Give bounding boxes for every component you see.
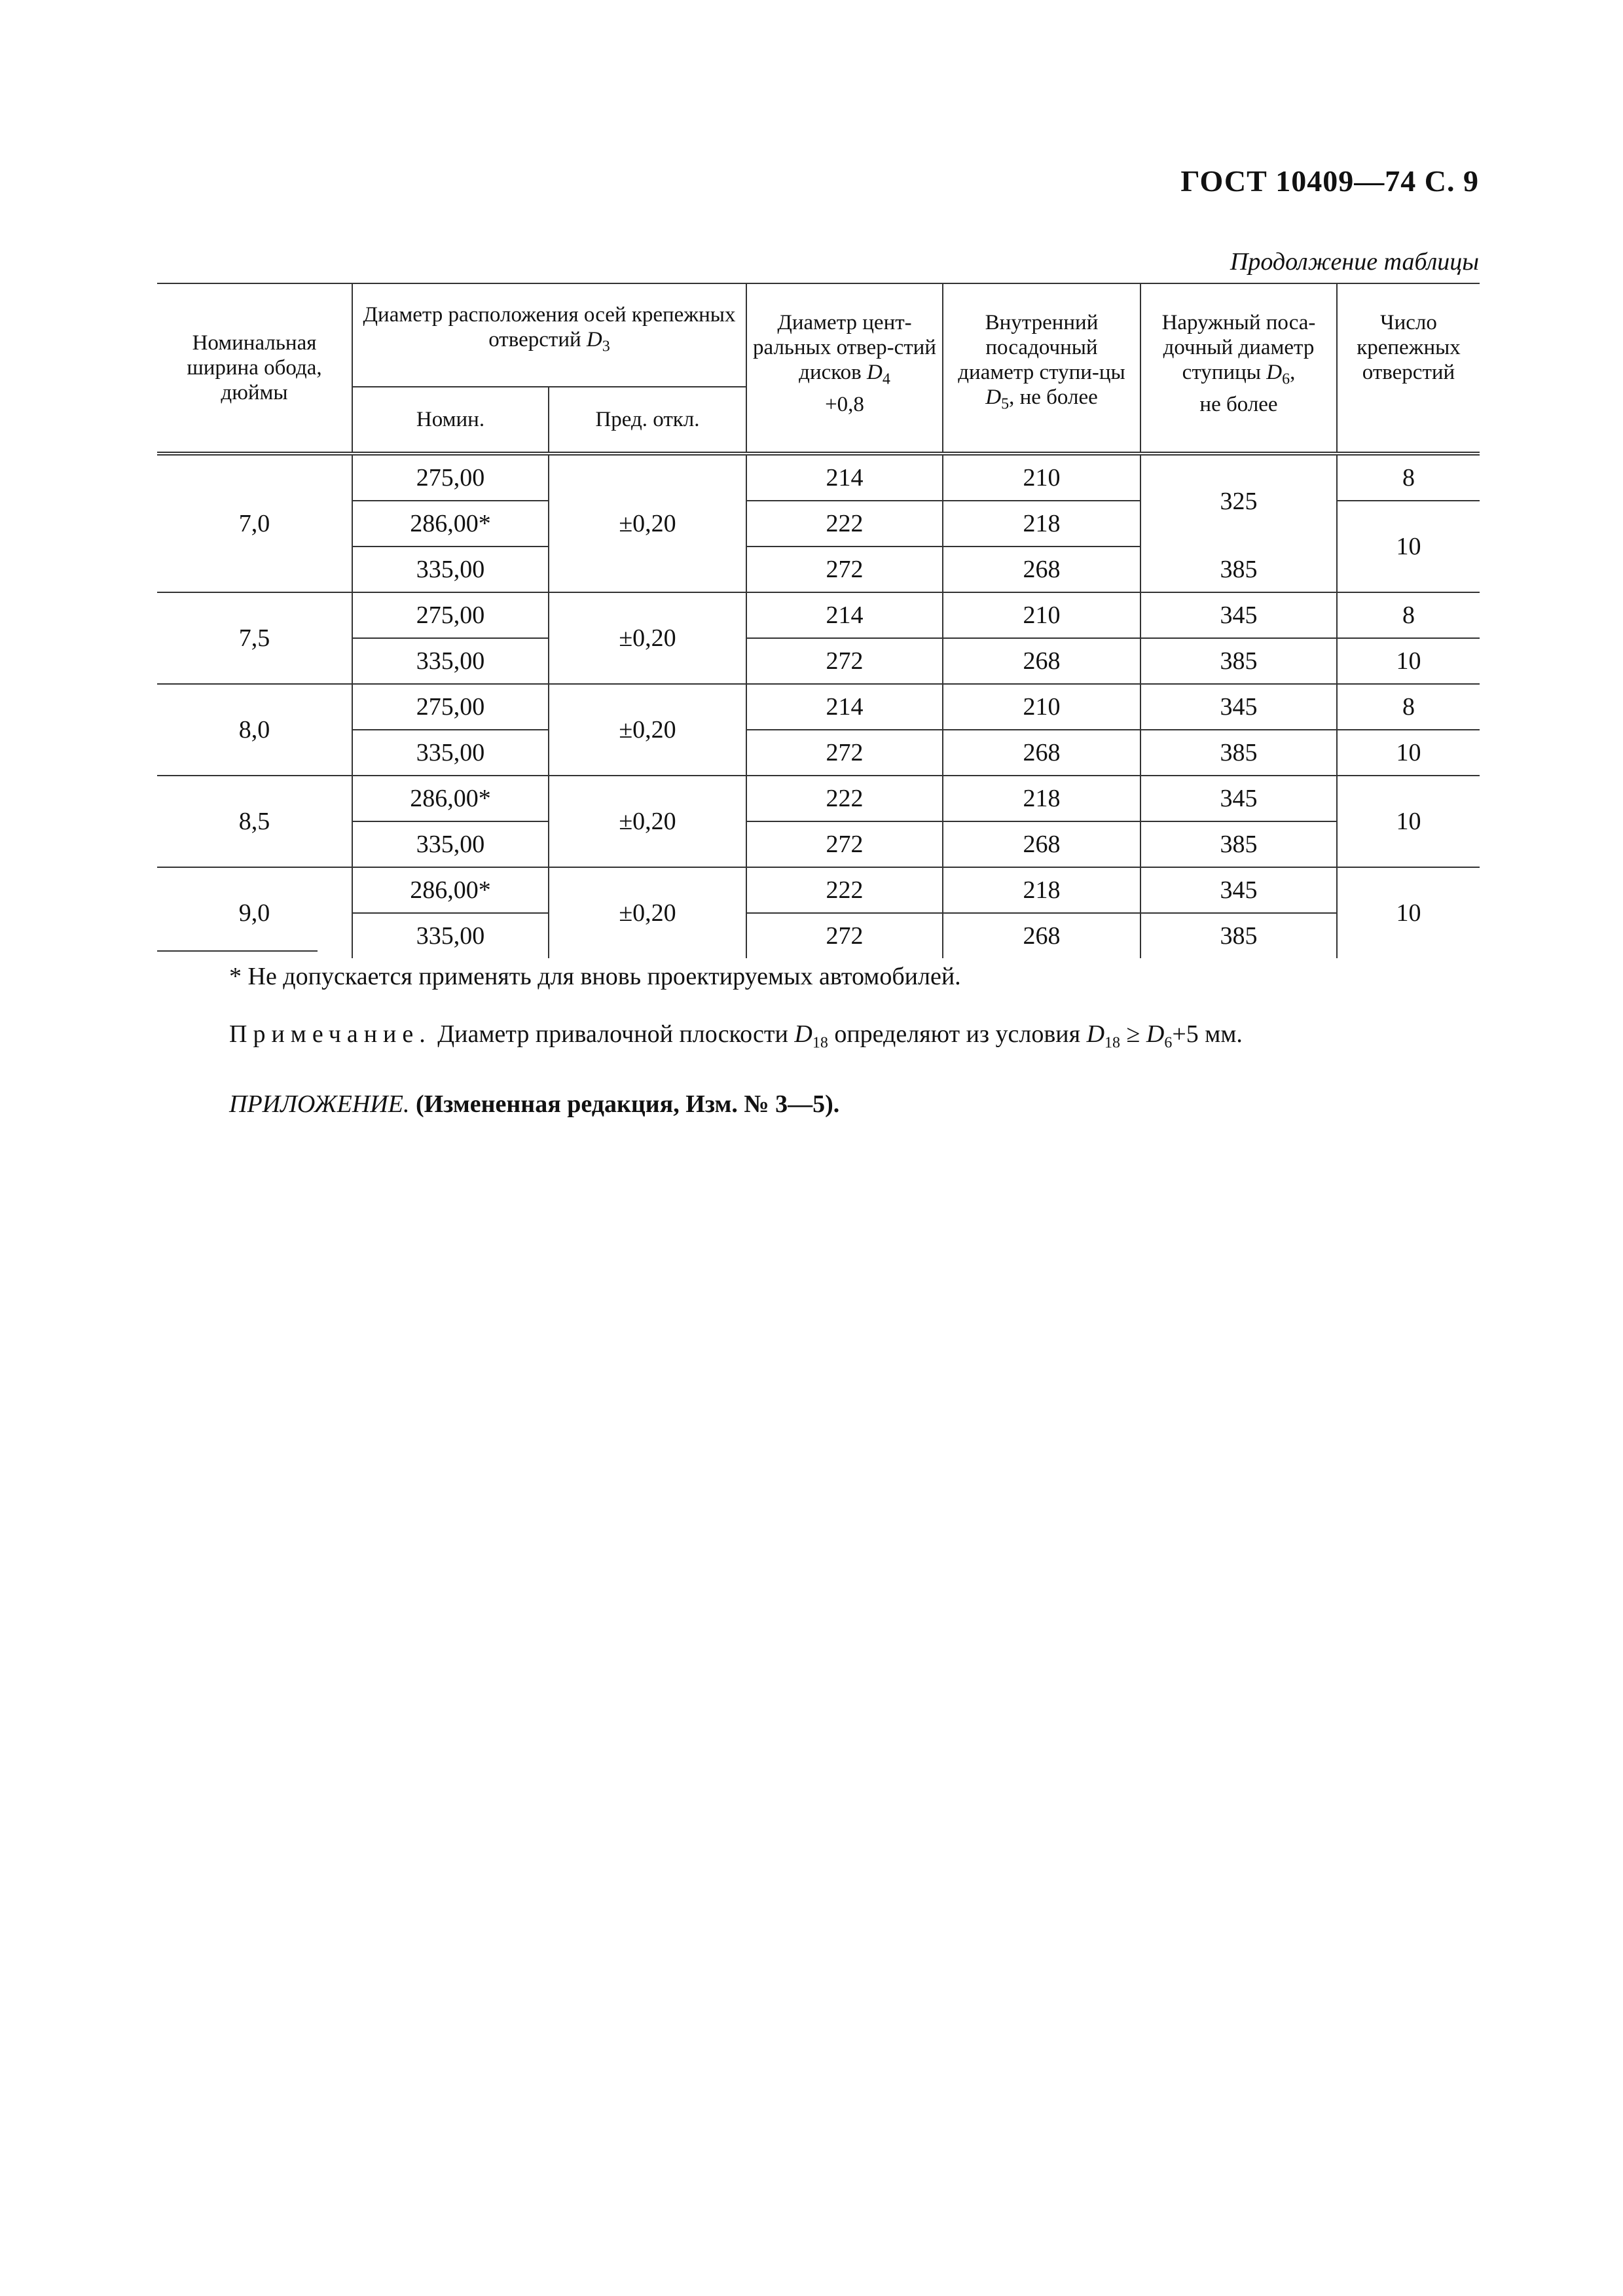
cell-width: 7,0: [157, 454, 352, 592]
header-nominal: Номин.: [352, 387, 549, 454]
appendix-label: ПРИЛОЖЕНИЕ.: [229, 1090, 410, 1118]
cell-d5: 268: [943, 821, 1140, 867]
footnote-divider: [157, 950, 318, 952]
cell-holes: 8: [1337, 592, 1480, 638]
table-row: [157, 913, 1480, 958]
cell-d5: 210: [943, 684, 1140, 730]
table-continuation-label: Продолжение таблицы: [1230, 248, 1479, 276]
cell-holes: 10: [1337, 776, 1480, 867]
header-d5: Внутренний посадочный диаметр ступи-цы $D_5$, не более: [943, 283, 1140, 454]
cell-holes: 10: [1337, 501, 1480, 592]
table-row: [157, 684, 1480, 730]
note: Примечание. Диаметр привалочной плоскости $D_{18}$ определяют из условия $D_{18} \ge D_6+5$ мм.: [229, 1020, 1243, 1052]
table-row: [157, 776, 1480, 821]
cell-holes: 8: [1337, 454, 1480, 501]
cell-d5: 268: [943, 913, 1140, 958]
cell-nominal: 335,00: [352, 821, 549, 867]
header-tolerance: Пред. откл.: [549, 387, 746, 454]
cell-d4: 272: [746, 547, 943, 592]
cell-nominal: 335,00: [352, 638, 549, 684]
cell-nominal: 335,00: [352, 730, 549, 776]
cell-d5: 268: [943, 547, 1140, 592]
cell-nominal: 275,00: [352, 592, 549, 638]
cell-nominal: 275,00: [352, 684, 549, 730]
cell-d5: 210: [943, 592, 1140, 638]
cell-d5: 218: [943, 501, 1140, 547]
cell-holes: 10: [1337, 638, 1480, 684]
cell-d6: 345: [1140, 684, 1337, 730]
cell-d5: 218: [943, 867, 1140, 913]
cell-tolerance: ±0,20: [549, 776, 746, 867]
cell-d4: 272: [746, 821, 943, 867]
cell-nominal: 286,00*: [352, 867, 549, 913]
note-label: Примечание.: [229, 1020, 431, 1048]
cell-width: 8,5: [157, 776, 352, 867]
rim-dimensions-table: [157, 283, 1480, 958]
cell-nominal: 335,00: [352, 913, 549, 958]
cell-holes: 10: [1337, 730, 1480, 776]
table-row: [157, 730, 1480, 776]
cell-d6: 385: [1140, 638, 1337, 684]
cell-d6: 385: [1140, 913, 1337, 958]
header-d3-group: Диаметр расположения осей крепежных отверстий $D_3$: [352, 283, 746, 387]
footnote: * Не допускается применять для вновь проектируемых автомобилей.: [229, 963, 961, 990]
cell-tolerance: ±0,20: [549, 684, 746, 776]
cell-width: 9,0: [157, 867, 352, 958]
cell-d4: 222: [746, 776, 943, 821]
cell-d6: 385: [1140, 730, 1337, 776]
cell-tolerance: ±0,20: [549, 592, 746, 684]
table-row: [157, 547, 1480, 592]
cell-holes: 8: [1337, 684, 1480, 730]
appendix-revision: (Измененная редакция, Изм. № 3—5).: [409, 1090, 840, 1118]
cell-d5: 210: [943, 454, 1140, 501]
appendix-note: [229, 1090, 839, 1119]
cell-d4: 222: [746, 867, 943, 913]
table-row: [157, 867, 1480, 913]
cell-tolerance: ±0,20: [549, 454, 746, 592]
cell-d6: 385: [1140, 821, 1337, 867]
table-row: [157, 638, 1480, 684]
cell-d5: 268: [943, 730, 1140, 776]
header-d6: Наружный поса-дочный диаметр ступицы $D_6$, не более: [1140, 283, 1337, 454]
cell-d4: 272: [746, 638, 943, 684]
header-d4: Диаметр цент-ральных отвер-стий дисков $D_4$ +0,8: [746, 283, 943, 454]
cell-holes: 10: [1396, 899, 1421, 927]
cell-d4: 214: [746, 684, 943, 730]
cell-width: 8,0: [157, 684, 352, 776]
cell-d4: 222: [746, 501, 943, 547]
cell-width: 7,5: [157, 592, 352, 684]
cell-d4: 272: [746, 730, 943, 776]
cell-d4: 214: [746, 454, 943, 501]
cell-d5: 218: [943, 776, 1140, 821]
cell-nominal: 286,00*: [352, 776, 549, 821]
table-row: [157, 821, 1480, 867]
cell-tolerance: ±0,20: [549, 867, 746, 958]
header-holes: Число крепежных отверстий: [1337, 283, 1480, 454]
table-row: [157, 454, 1480, 501]
cell-d6: 325: [1140, 454, 1337, 547]
cell-d5: 268: [943, 638, 1140, 684]
cell-nominal: 286,00*: [352, 501, 549, 547]
cell-d6: 345: [1140, 776, 1337, 821]
cell-d4: 214: [746, 592, 943, 638]
cell-d6: 385: [1140, 547, 1337, 592]
page-header: ГОСТ 10409—74 С. 9: [1180, 164, 1479, 198]
cell-d6: 345: [1140, 592, 1337, 638]
cell-d4: 272: [746, 913, 943, 958]
cell-nominal: 335,00: [352, 547, 549, 592]
cell-nominal: 275,00: [352, 454, 549, 501]
table-row: [157, 592, 1480, 638]
header-rim-width: Номинальная ширина обода, дюймы: [157, 283, 352, 454]
cell-d6: 345: [1140, 867, 1337, 913]
